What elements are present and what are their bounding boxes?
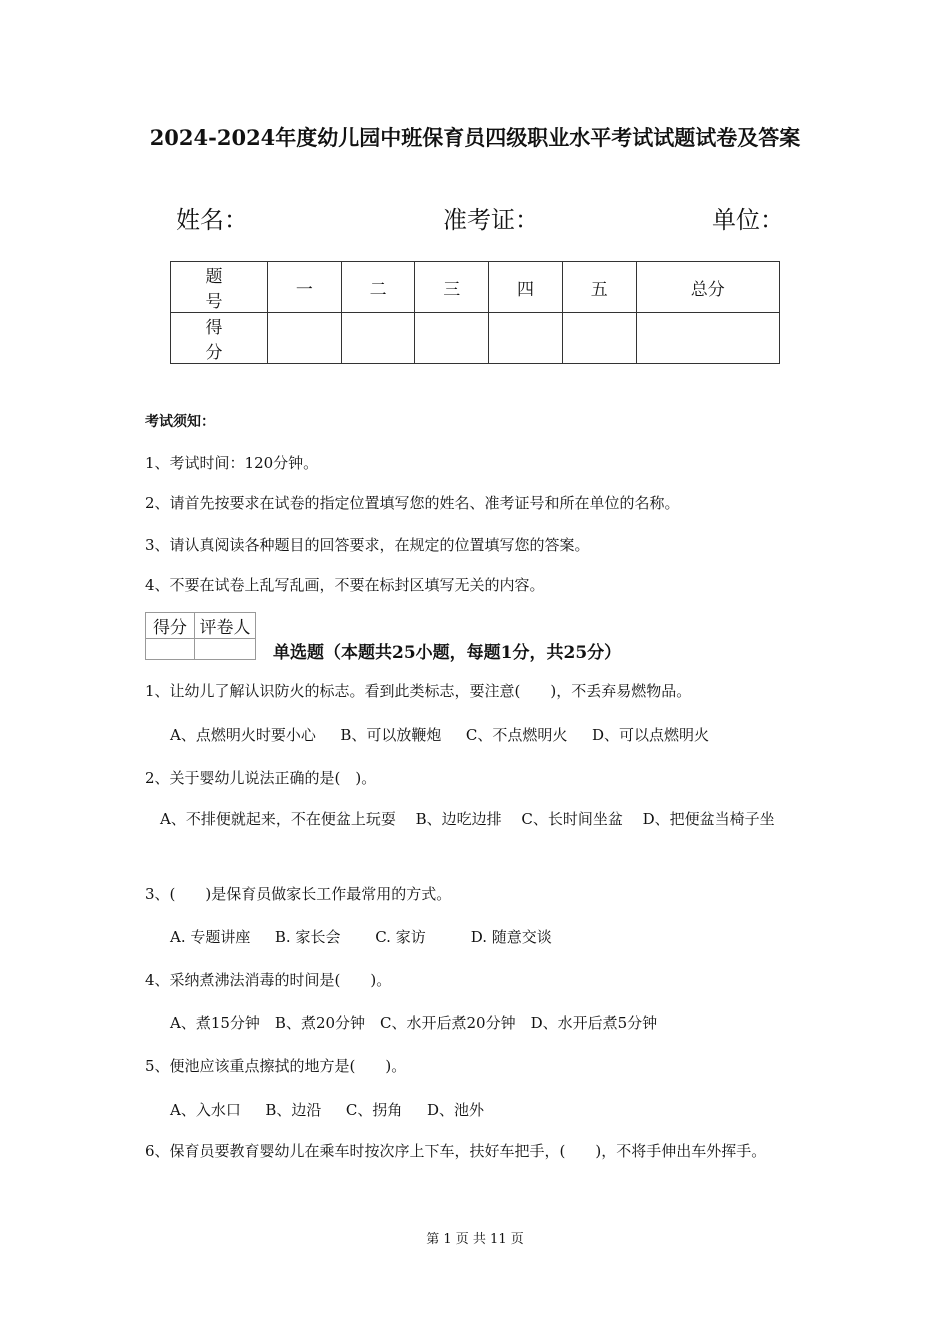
document-title: 2024-2024年度幼儿园中班保育员四级职业水平考试试题试卷及答案 (149, 125, 801, 150)
question-text: 1、让幼儿了解认识防火的标志。看到此类标志，要注意( )，不丢弃易燃物品。 (145, 682, 692, 700)
score-table-cell: 三 (415, 262, 489, 313)
score-input-cell[interactable] (341, 313, 415, 364)
unit-field-label[interactable]: 单位： (712, 206, 784, 234)
score-input-cell[interactable] (636, 313, 779, 364)
question-text: 5、便池应该重点擦拭的地方是( )。 (145, 1057, 407, 1075)
name-field-label[interactable]: 姓名： (176, 206, 248, 234)
score-table-cell: 二 (341, 262, 415, 313)
grader-score-label: 得分 (146, 613, 195, 639)
notice-heading: 考试须知： (145, 414, 215, 430)
question-options: A、不排便就起来，不在便盆上玩耍 B、边吃边排 C、长时间坐盆 D、把便盆当椅子坐 (145, 810, 775, 828)
score-table-cell: 四 (489, 262, 563, 313)
score-row-label: 得 分 (171, 313, 268, 364)
score-input-cell[interactable] (489, 313, 563, 364)
question-text: 4、采纳煮沸法消毒的时间是( )。 (145, 971, 392, 989)
notice-item: 1、考试时间：120分钟。 (145, 454, 319, 472)
score-table-header-row (171, 262, 780, 313)
candidate-info-fields (0, 200, 950, 240)
score-table (170, 261, 780, 364)
notice-item: 3、请认真阅读各种题目的回答要求，在规定的位置填写您的答案。 (145, 536, 590, 554)
score-input-cell[interactable] (562, 313, 636, 364)
score-table-cell: 题 号 (171, 262, 268, 313)
page-footer: 第 1 页 共 11 页 (426, 1232, 524, 1247)
score-input-cell[interactable] (415, 313, 489, 364)
question-text: 3、( )是保育员做家长工作最常用的方式。 (145, 885, 452, 903)
score-table-cell: 五 (562, 262, 636, 313)
score-table-score-row (171, 313, 780, 364)
notice-item: 2、请首先按要求在试卷的指定位置填写您的姓名、准考证号和所在单位的名称。 (145, 494, 680, 512)
question-text: 6、保育员要教育婴幼儿在乘车时按次序上下车，扶好车把手，( )，不将手伸出车外挥手。 (145, 1142, 767, 1160)
grader-name-label: 评卷人 (195, 613, 256, 639)
section-title: 单选题（本题共25小题，每题1分，共25分） (273, 643, 622, 663)
question-options: A. 专题讲座 B. 家长会 C. 家访 D. 随意交谈 (170, 928, 552, 946)
question-options: A、入水口 B、边沿 C、拐角 D、池外 (170, 1101, 484, 1119)
grader-score-cell[interactable] (146, 639, 195, 660)
grader-name-cell[interactable] (195, 639, 256, 660)
notice-item: 4、不要在试卷上乱写乱画，不要在标封区填写无关的内容。 (145, 576, 545, 594)
score-table-cell: 总分 (636, 262, 779, 313)
exam-id-field-label[interactable]: 准考证： (443, 206, 539, 234)
question-options: A、点燃明火时要小心 B、可以放鞭炮 C、不点燃明火 D、可以点燃明火 (170, 726, 709, 744)
question-options: A、煮15分钟 B、煮20分钟 C、水开后煮20分钟 D、水开后煮5分钟 (170, 1014, 658, 1032)
score-table-cell: 一 (268, 262, 342, 313)
question-text: 2、关于婴幼儿说法正确的是( )。 (145, 769, 377, 787)
grader-box (145, 612, 256, 660)
